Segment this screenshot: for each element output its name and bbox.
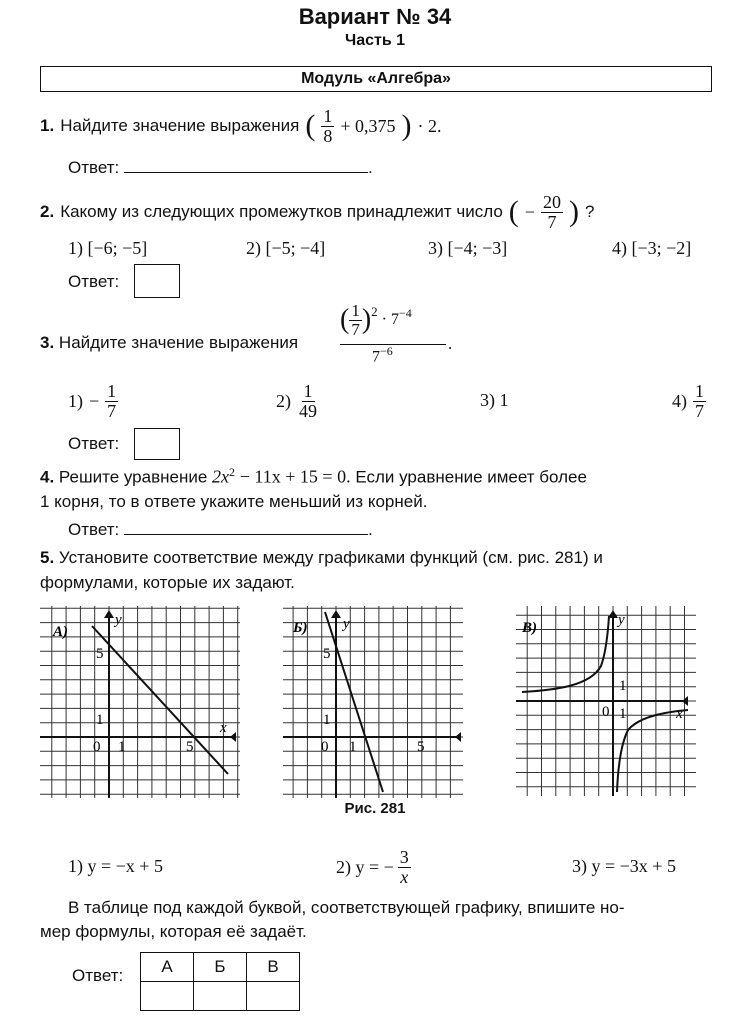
y-axis-arrow — [331, 610, 341, 618]
formula-1: 1) y = −x + 5 — [68, 856, 163, 876]
question-number: 1. — [40, 116, 55, 135]
question-4-line-2: 1 корня, то в ответе укажите меньший из корней. — [40, 492, 428, 511]
graph-label: Б) — [293, 620, 308, 636]
paren-close: ) — [361, 304, 372, 336]
formula-3: 3) y = −3x + 5 — [572, 856, 676, 876]
numerator: 1 — [695, 381, 704, 401]
period: . — [448, 334, 453, 353]
axis-label: y — [343, 616, 350, 632]
answer-5-label: Ответ: — [72, 966, 124, 985]
tick-label: 1 — [619, 706, 627, 722]
answer-2-box[interactable] — [134, 264, 180, 298]
fraction — [541, 193, 563, 232]
numerator: 1 — [351, 301, 360, 320]
numerator: 3 — [399, 847, 409, 867]
option-3: 3) [−4; −3] — [428, 238, 508, 258]
answer-input-line[interactable] — [124, 154, 368, 173]
tick-label: 1 — [619, 678, 627, 694]
option-1: 1) [−6; −5] — [68, 238, 148, 258]
question-text: Решите уравнение — [58, 467, 208, 487]
option-4: 4) [−3; −2] — [612, 238, 692, 258]
function-line — [325, 612, 383, 792]
table-header-a: А — [141, 953, 194, 982]
x-axis-arrow — [455, 732, 461, 742]
axis-label: y — [115, 612, 122, 628]
q3-denominator — [372, 344, 393, 366]
fraction — [105, 382, 118, 421]
fraction — [321, 107, 334, 146]
answer-3-label: Ответ: — [68, 434, 120, 453]
multiplier: · 7 — [381, 311, 399, 329]
tick-label: 0 — [93, 739, 101, 755]
tick-label: 5 — [323, 646, 331, 662]
numerator: 1 — [107, 381, 117, 401]
part-title: Часть 1 — [344, 32, 406, 49]
tick-label: 0 — [321, 739, 329, 755]
axis-label: x — [676, 706, 683, 722]
instruction-line-2: мер формулы, которая её задаёт. — [40, 922, 307, 941]
numerator: 1 — [323, 105, 333, 126]
numerator: 20 — [542, 191, 561, 212]
tick-label: 1 — [349, 739, 357, 755]
exponent: 2 — [229, 465, 236, 479]
table-header-b: Б — [194, 953, 247, 982]
q3-option-4 — [672, 382, 706, 421]
base: 7 — [372, 348, 380, 366]
exponent: −4 — [398, 306, 412, 320]
q3-numerator — [340, 302, 412, 339]
table-answer-row — [141, 982, 300, 1011]
denominator: 7 — [547, 211, 557, 232]
option-label: 4) — [672, 390, 687, 411]
graph-a — [40, 606, 240, 798]
y-axis-arrow — [104, 610, 114, 618]
x-axis-arrow — [230, 732, 236, 742]
fraction — [297, 382, 319, 421]
numerator: 1 — [303, 381, 313, 401]
module-title: Модуль «Алгебра» — [301, 70, 451, 87]
tick-label: 5 — [186, 739, 194, 755]
question-2 — [40, 190, 594, 234]
formula-2 — [336, 848, 411, 887]
answer-cell-b[interactable] — [194, 982, 247, 1011]
graph-label: А) — [53, 624, 68, 640]
fraction — [398, 848, 411, 887]
question-5-line-2: формулами, которые их задают. — [40, 573, 295, 592]
q3-option-1 — [68, 382, 118, 421]
fraction — [693, 382, 706, 421]
paren-open: ( — [305, 109, 316, 142]
denominator: 7 — [107, 400, 117, 421]
answer-label: Ответ: — [68, 520, 120, 539]
question-text: Найдите значение выражения — [58, 333, 299, 352]
tick-label: 0 — [602, 704, 610, 720]
question-3 — [40, 333, 298, 353]
denominator: x — [400, 866, 409, 887]
table-header-c: В — [247, 953, 300, 982]
answer-3-box[interactable] — [134, 428, 180, 460]
question-4-line-1 — [40, 465, 587, 488]
tick-label: 1 — [96, 712, 104, 728]
q3-option-2 — [276, 382, 319, 421]
fraction — [349, 302, 362, 339]
denominator: 7 — [351, 319, 360, 339]
equation-part: − 11x + 15 = 0. — [239, 466, 351, 487]
answer-1: Ответ: . — [68, 154, 373, 178]
instruction-line-1: В таблице под каждой буквой, соответствующей графику, впишите но- — [68, 898, 625, 917]
fraction-bar — [340, 344, 446, 345]
graph-c — [516, 606, 696, 796]
q3-option-3: 3) 1 — [480, 390, 509, 410]
minus-sign: − — [524, 201, 535, 222]
question-mark: ? — [584, 202, 595, 221]
grid — [283, 606, 463, 798]
question-text: Найдите значение выражения — [60, 116, 300, 135]
denominator: 49 — [299, 400, 317, 421]
module-banner — [40, 66, 712, 92]
answer-2-label: Ответ: — [68, 272, 120, 291]
question-number: 2. — [40, 202, 55, 221]
equation-part: 2x — [212, 466, 230, 487]
q3-expression — [340, 298, 453, 370]
variant-title: Вариант № 34 — [298, 4, 452, 29]
tick-label: 1 — [323, 712, 331, 728]
paren-close: ) — [568, 195, 579, 228]
expression-part: + 0,375 — [340, 115, 396, 136]
question-text: Установите соответствие между графиками функций (см. рис. 281) и — [58, 548, 603, 567]
question-1 — [40, 104, 441, 148]
grid — [40, 606, 240, 798]
question-number: 5. — [40, 548, 55, 567]
exponent: 2 — [371, 304, 378, 319]
question-number: 3. — [40, 333, 55, 352]
tick-label: 1 — [118, 739, 126, 755]
graph-label: В) — [522, 620, 537, 636]
answer-input-line[interactable] — [124, 516, 368, 535]
denominator: 7 — [695, 400, 704, 421]
minus-sign: − — [89, 390, 100, 411]
figure-caption: Рис. 281 — [344, 800, 406, 817]
denominator: 8 — [323, 125, 333, 146]
graph-b — [283, 606, 463, 798]
question-number: 4. — [40, 467, 55, 487]
table-header-row — [141, 953, 300, 982]
question-text: Если уравнение имеет более — [355, 467, 587, 487]
exponent: −6 — [380, 344, 393, 358]
formula-label: 2) y = − — [336, 856, 394, 877]
paren-close: ) — [401, 109, 412, 142]
paren-open: ( — [340, 304, 350, 336]
expression-tail: · 2. — [417, 115, 442, 136]
paren-open: ( — [508, 195, 519, 228]
option-label: 2) — [276, 390, 291, 411]
answer-4: Ответ: . — [68, 516, 373, 540]
question-5-line-1 — [40, 548, 603, 568]
tick-label: 5 — [417, 739, 425, 755]
answer-cell-a[interactable] — [141, 982, 194, 1011]
option-label: 1) — [68, 390, 83, 411]
tick-label: 5 — [96, 646, 104, 662]
answer-cell-c[interactable] — [247, 982, 300, 1011]
answer-table — [140, 952, 300, 1011]
axis-label: x — [220, 720, 227, 736]
question-text: Какому из следующих промежутков принадлежит число — [60, 202, 503, 221]
answer-label: Ответ: — [68, 158, 120, 177]
option-2: 2) [−5; −4] — [246, 238, 326, 258]
axis-label: y — [618, 612, 625, 628]
